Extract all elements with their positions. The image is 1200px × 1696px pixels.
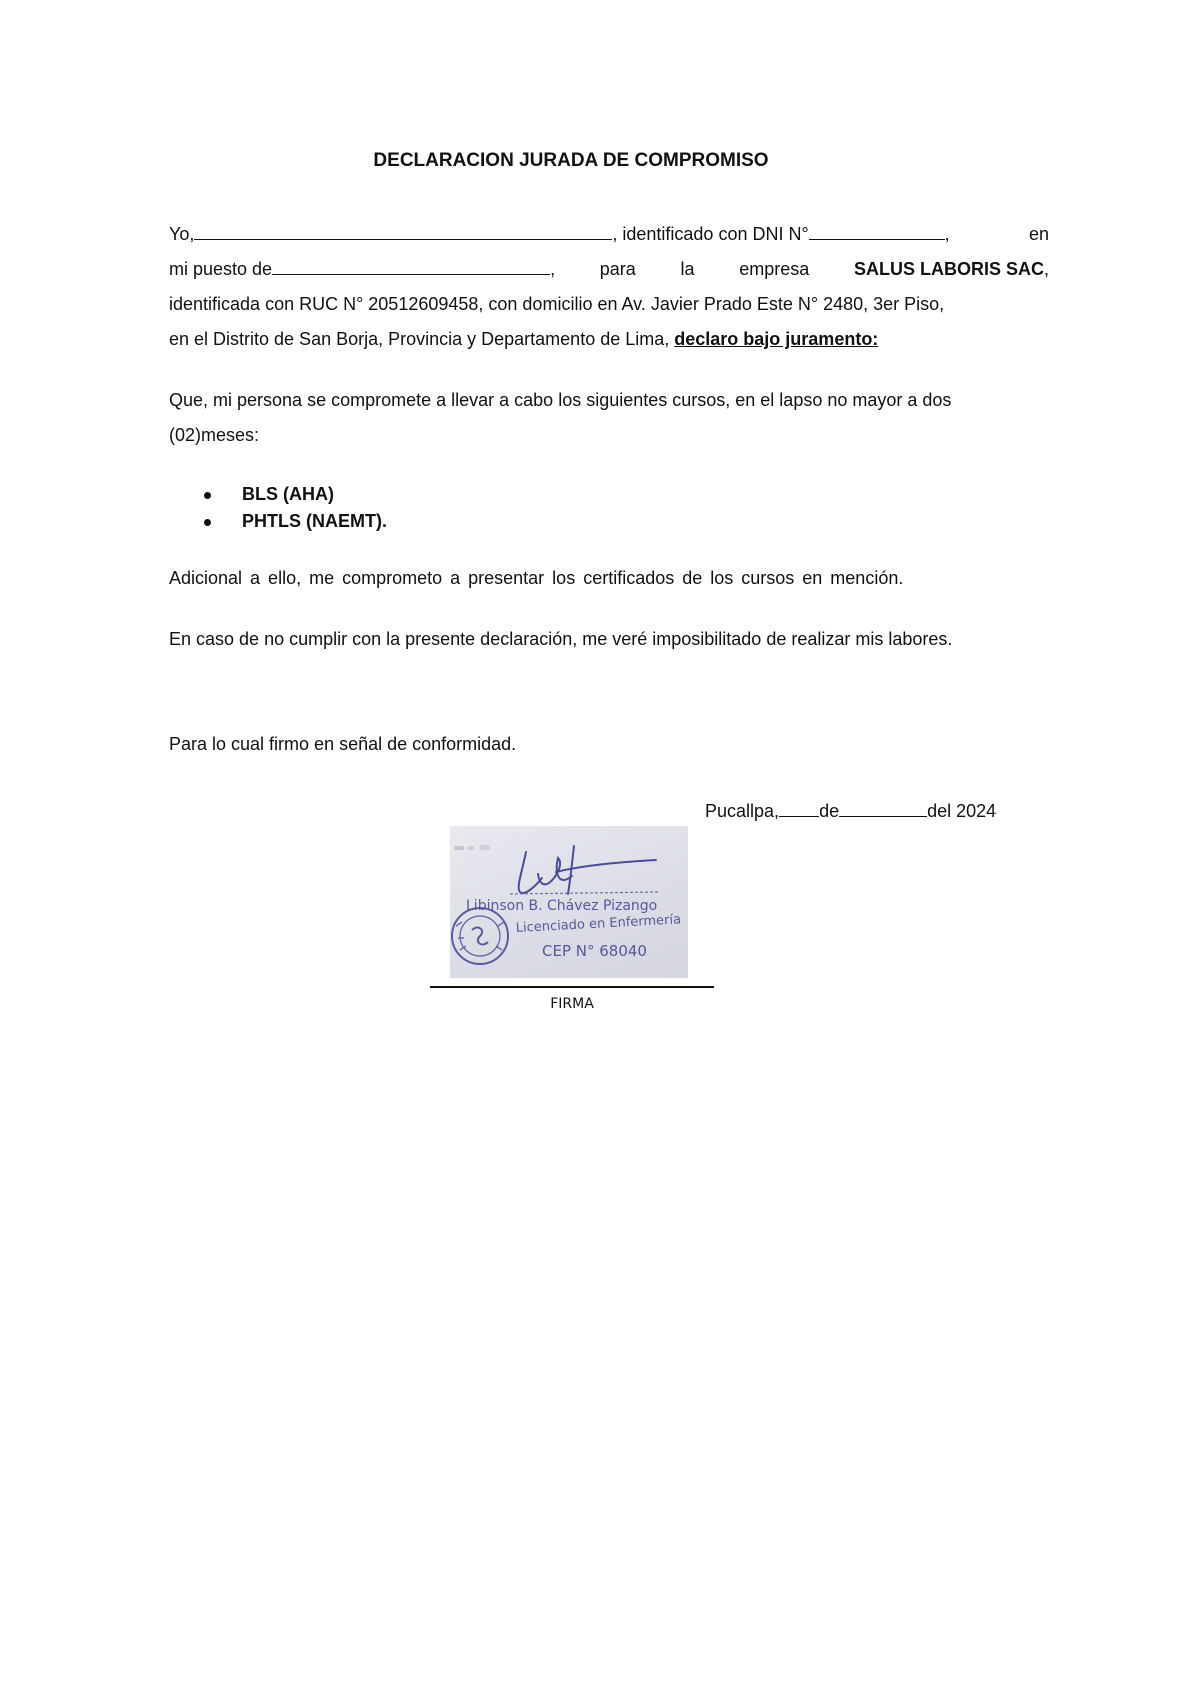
intro-paragraph: [169, 217, 1049, 357]
intro-line-3: [169, 287, 1049, 322]
stamp-registration: CEP N° 68040: [542, 942, 647, 960]
company-name: SALUS LABORIS SAC: [853, 259, 1044, 279]
district-text: en el Distrito de San Borja, Provincia y Departamento de Lima,: [169, 329, 670, 349]
conformity-paragraph: Para lo cual firmo en señal de conformidad.: [169, 734, 517, 754]
signature-stamp-image: [450, 826, 688, 978]
de-label: de: [819, 801, 840, 821]
stamp-name: Libinson B. Chávez Pizango: [466, 898, 658, 914]
additional-paragraph: Adicional a ello, me comprometo a presentar los certificados de los cursos en mención.: [169, 568, 904, 588]
signature-label: FIRMA: [550, 996, 594, 1012]
course-item: BLS (AHA): [200, 481, 387, 508]
handwritten-signature: [519, 846, 656, 894]
month-blank[interactable]: [839, 796, 927, 817]
courses-list: [200, 481, 387, 535]
noncompliance-paragraph: En caso de no cumplir con la presente declaración, me veré imposibilitado de realizar mis labores.: [169, 629, 953, 649]
dni-label: , identificado con DNI N°: [612, 224, 809, 244]
en-word: en: [1028, 224, 1049, 244]
seal-emblem-icon: [452, 908, 508, 964]
city-label: Pucallpa,: [705, 801, 780, 821]
stamp-graphic: [450, 826, 688, 978]
dni-blank[interactable]: [809, 219, 945, 240]
la-word: la: [680, 259, 695, 279]
ruc-address-text: identificada con RUC N° 20512609458, con domicilio en Av. Javier Prado Este N° 2480, 3er Piso,: [169, 294, 945, 314]
empresa-word: empresa: [739, 259, 810, 279]
day-blank[interactable]: [779, 796, 819, 817]
puesto-label: mi puesto de: [169, 259, 273, 279]
signature-line: [430, 986, 714, 988]
intro-line-2: mi puesto de , para la empresa SALUS LABORIS SAC,: [169, 252, 1049, 287]
name-blank[interactable]: [194, 219, 612, 240]
yo-label: Yo,: [169, 224, 195, 244]
date-line: [705, 796, 996, 822]
position-blank[interactable]: [272, 254, 550, 275]
dni-comma: ,: [944, 224, 950, 244]
document-title: DECLARACION JURADA DE COMPROMISO: [373, 150, 769, 171]
year-label: del 2024: [927, 801, 997, 821]
puesto-comma: ,: [550, 259, 556, 279]
declaration-text: declaro bajo juramento:: [674, 329, 879, 349]
commitment-paragraph: Que, mi persona se compromete a llevar a cabo los siguientes cursos, en el lapso no mayor a dos (02)meses:: [169, 390, 952, 445]
intro-line-1: [169, 217, 1049, 252]
stamp-role: Licenciado en Enfermería: [515, 912, 682, 936]
course-item: PHTLS (NAEMT).: [200, 508, 387, 535]
para-word: para: [599, 259, 636, 279]
intro-line-4: [169, 322, 1049, 357]
